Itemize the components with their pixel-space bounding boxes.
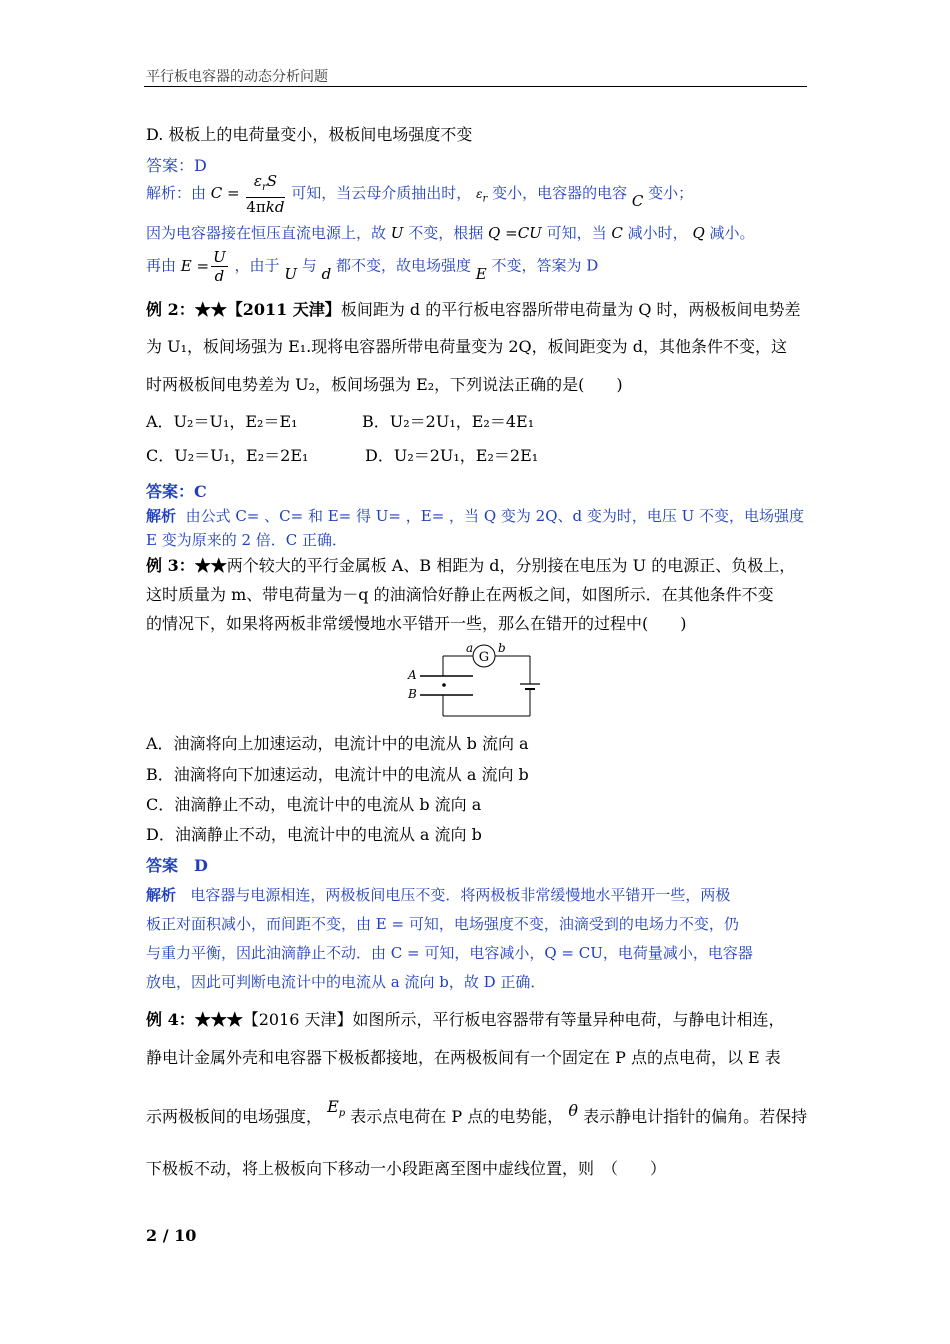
q2-option-b: B．U₂＝2U₁，E₂＝4E₁ xyxy=(362,412,535,431)
q1-jx-l2b: 不变，根据 xyxy=(408,224,484,242)
q4-stem-l3c: 表示静电计指针的偏角。若保持 xyxy=(583,1107,808,1126)
running-header: 平行板电容器的动态分析问题 xyxy=(146,69,328,85)
q1-jx-l3e: 不变，答案为 D xyxy=(491,256,599,275)
q4-stem-line2: 静电计金属外壳和电容器下极板都接地，在两极板间有一个固定在 P 点的点电荷，以 E 表 xyxy=(146,1048,781,1067)
q2-analysis-line1 xyxy=(146,505,804,526)
q3-label: 例 3：★★ xyxy=(146,556,227,575)
q1-jx-b: 变小，电容器的电容 xyxy=(492,184,628,202)
q3-analysis-line4: 放电，因此可判断电流计中的电流从 a 流向 b，故 D 正确． xyxy=(146,973,546,991)
q1-jx-l3d: 都不变，故电场强度 xyxy=(335,256,471,275)
q3-answer: 答案 D xyxy=(146,856,208,875)
q2-jx-label: 解析 xyxy=(146,507,177,525)
q2-option-d: D．U₂＝2U₁，E₂＝2E₁ xyxy=(365,446,539,465)
q3-stem-l1: 两个较大的平行金属板 A、B 相距为 d，分别接在电压为 U 的电源正、负极上， xyxy=(226,556,796,575)
q1-jx-l2e: 减小。 xyxy=(709,224,755,242)
q1-analysis-line2: 因为电容器接在恒压直流电源上，故 U 不变，根据 Q =CU 可知，当 C 减小时， Q 减小。 xyxy=(146,224,755,242)
q4-stem-line1 xyxy=(146,1007,785,1030)
q2-analysis-line2: E 变为原来的 2 倍．C 正确． xyxy=(146,531,348,549)
q2-stem-line3: 时两极板间电势差为 U₂，板间场强为 E₂，下列说法正确的是( ) xyxy=(146,375,623,394)
q4-stem-l1: 【2016 天津】如图所示，平行板电容器带有等量异种电荷，与静电计相连， xyxy=(242,1010,785,1029)
q3-analysis-line3: 与重力平衡，因此油滴静止不动．由 C = 可知，电容减小，Q = CU，电荷量减小，电容器 xyxy=(146,944,753,962)
q3-analysis-line2: 板正对面积减小，而间距不变，由 E = 可知，电场强度不变，油滴受到的电场力不变，仍 xyxy=(146,915,739,933)
q3-option-a: A．油滴将向上加速运动，电流计中的电流从 b 流向 a xyxy=(146,734,529,753)
q4-stem-line3: 示两极板间的电场强度， $E_p$ 表示点电荷在 P 点的电势能， θ 表示静电计指针的偏角。若保持 xyxy=(146,1097,808,1126)
q1-jx-a: 可知，当云母介质抽出时， xyxy=(291,184,472,202)
q3-stem-line1 xyxy=(146,553,795,576)
q1-jx-label: 解析：由 xyxy=(146,184,207,202)
q2-option-a: A．U₂＝U₁，E₂＝E₁ xyxy=(146,412,298,431)
header-rule xyxy=(144,86,807,87)
q1-analysis-line3: 再由 E = $\frac{U}{d}$ ，由于 U 与 d 都不变，故电场强度 E 不变，答案为 D xyxy=(146,248,599,285)
oil-drop xyxy=(442,683,446,687)
q2-stem-line2: 为 U₁，板间场强为 E₁.现将电容器所带电荷量变为 2Q，板间距变为 d，其他条件不变，这 xyxy=(146,337,787,356)
q1-jx-l3b: ，由于 xyxy=(234,256,280,275)
q3-stem-line2: 这时质量为 m、带电荷量为－q 的油滴恰好静止在两板之间，如图所示．在其他条件不变 xyxy=(146,585,774,604)
q3-jx-label: 解析 xyxy=(146,886,177,904)
q1-answer: 答案：D xyxy=(146,156,207,175)
q1-analysis-line1: 解析：由 C = $\frac{\varepsilon_rS}{\text{4πkd}}$ 可知，当云母介质抽出时， $\varepsilon_r$ 变小，电容器的电容 C 变小； xyxy=(146,172,694,216)
q1-jx-l3a: 再由 xyxy=(146,256,177,275)
q4-stem-l3a: 示两极板间的电场强度， xyxy=(146,1107,323,1126)
galvanometer-label: G xyxy=(478,650,490,665)
q2-stem-l1: 板间距为 d 的平行板电容器所带电荷量为 Q 时，两极板间电势差 xyxy=(340,300,801,319)
q4-stem-line4: 下极板不动，将上极板向下移动一小段距离至图中虚线位置，则 （ ） xyxy=(146,1159,667,1178)
q1-jx-l2c: 可知，当 xyxy=(546,224,607,242)
q1-option-d: D. 极板上的电荷量变小，极板间电场强度不变 xyxy=(146,125,473,144)
page-number: 2 / 10 xyxy=(146,1226,197,1245)
q3-stem-line3: 的情况下，如果将两板非常缓慢地水平错开一些，那么在错开的过程中( ) xyxy=(146,614,687,633)
q1-jx-l3c: 与 xyxy=(301,256,317,275)
circuit-diagram xyxy=(400,640,550,720)
q1-jx-c: 变小； xyxy=(648,184,694,202)
point-a-label: a xyxy=(466,641,474,655)
q3-analysis-line1 xyxy=(146,884,730,905)
q4-label: 例 4：★★★ xyxy=(146,1010,243,1029)
q3-option-d: D．油滴静止不动，电流计中的电流从 a 流向 b xyxy=(146,825,482,844)
q3-option-c: C．油滴静止不动，电流计中的电流从 b 流向 a xyxy=(146,795,482,814)
q3-jx-l1: 电容器与电源相连，两极板间电压不变．将两极板非常缓慢地水平错开一些，两极 xyxy=(190,886,731,904)
q1-jx-l2d: 减小时， xyxy=(627,224,688,242)
point-b-label: b xyxy=(498,641,506,655)
q2-jx-l1: 由公式 C= 、C= 和 E= 得 U= ，E= ，当 Q 变为 2Q、d 变为时，电压 U 不变，电场强度 xyxy=(185,507,805,525)
q2-stem-line1 xyxy=(146,297,801,320)
capacitance-formula: C = $\frac{\varepsilon_rS}{\text{4πkd}}$ xyxy=(210,172,285,216)
q1-jx-l2a: 因为电容器接在恒压直流电源上，故 xyxy=(146,224,387,242)
plate-a-label: A xyxy=(408,668,417,682)
q2-option-c: C．U₂＝U₁，E₂＝2E₁ xyxy=(146,446,309,465)
q2-answer: 答案：C xyxy=(146,482,207,501)
plate-b-label: B xyxy=(408,687,417,701)
q3-option-b: B．油滴将向下加速运动，电流计中的电流从 a 流向 b xyxy=(146,765,529,784)
q2-label: 例 2：★★【2011 天津】 xyxy=(146,300,341,319)
q4-stem-l3b: 表示点电荷在 P 点的电势能， xyxy=(350,1107,564,1126)
